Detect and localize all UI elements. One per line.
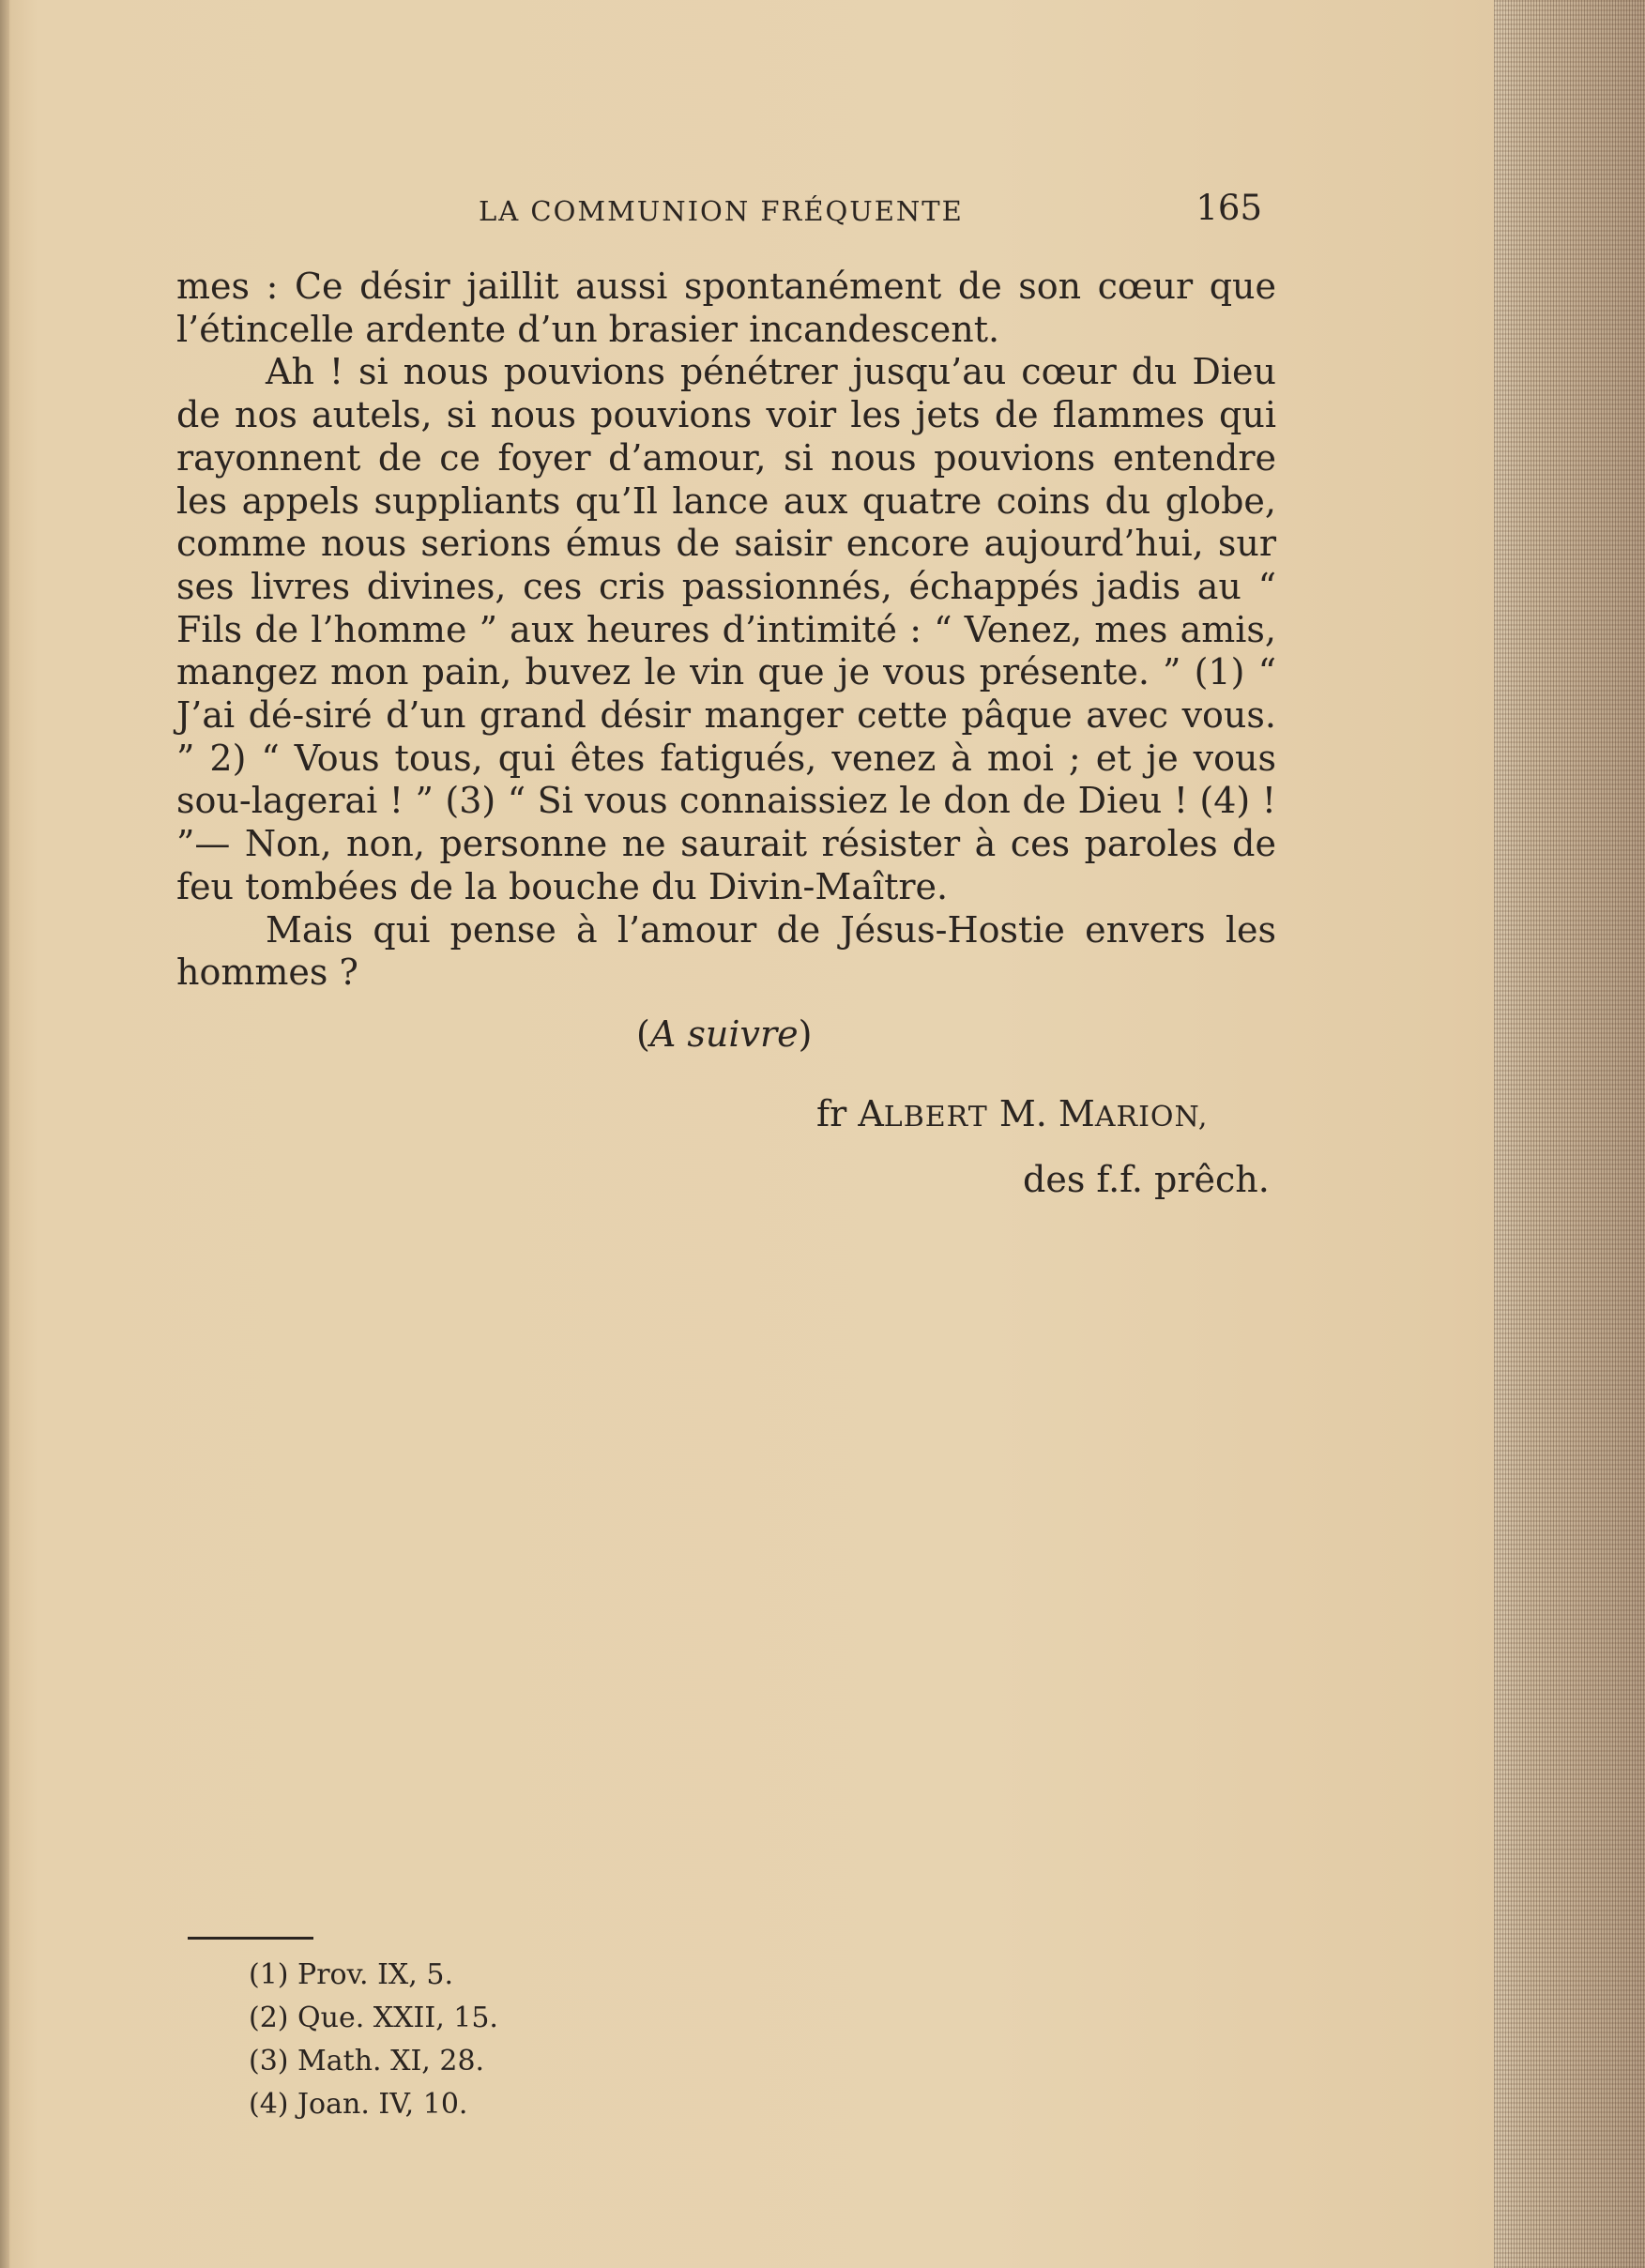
footnotes: [249, 1954, 498, 2126]
to-be-continued-close-paren: ): [798, 1013, 813, 1055]
footnote: (1) Prov. IX, 5.: [249, 1958, 453, 1991]
footnote: (4) Joan. IV, 10.: [249, 2088, 468, 2121]
author-signature: [816, 1093, 1208, 1134]
footnote: (2) Que. XXII, 15.: [249, 2002, 498, 2034]
signature-prefix: fr: [816, 1093, 847, 1134]
page-header: [178, 188, 1267, 235]
to-be-continued-text: A suivre: [649, 1013, 799, 1055]
page-number: 165: [1196, 188, 1262, 228]
last-name-rest: ARION,: [1094, 1101, 1209, 1134]
to-be-continued: [636, 1013, 812, 1055]
paragraph-continuation: mes : Ce désir jaillit aussi spontanément de son cœur que l’étincelle ardente d’un brasier incandescent.: [176, 266, 1276, 350]
paragraph: Mais qui pense à l’amour de Jésus-Hostie envers les hommes ?: [176, 908, 1276, 994]
middle-initial: M.: [998, 1093, 1047, 1134]
to-be-continued-open-paren: (: [636, 1013, 650, 1055]
religious-order: des f.f. prêch.: [1023, 1159, 1270, 1200]
book-page-edges: [1494, 0, 1645, 2268]
body-text: [176, 266, 1276, 995]
footnote-separator: [188, 1937, 313, 1940]
footnote: (3) Math. XI, 28.: [249, 2045, 485, 2078]
page-gutter-edge: [0, 0, 9, 2268]
running-title: LA COMMUNION FRÉQUENTE: [479, 195, 964, 227]
paragraph: Ah ! si nous pouvions pénétrer jusqu’au cœur du Dieu de nos autels, si nous pouvions voir les jets de flammes qui rayonnent de ce foyer d’amour, si nous pouvions entendre les appels suppliants qu’Il lance aux quatre coins du globe, comme nous serions émus de saisir encore aujourd’hui, sur ses livres divines, ces cris passionnés, échappés jadis au “ Fils de l’homme ” aux heures d’intimité : “ Venez, mes amis, mangez mon pain, buvez le vin que je vous présente. ” (1) “ J’ai dé-siré d’un grand désir manger cette pâque avec vous. ” 2) “ Vous tous, qui êtes fatigués, venez à moi ; et je vous sou-lagerai ! ” (3) “ Si vous connaissiez le don de Dieu ! (4) ! ”— Non, non, personne ne saurait résister à ces paroles de feu tombées de la bouche du Divin-Maître.: [176, 351, 1276, 907]
first-name-rest: LBERT: [883, 1101, 988, 1134]
first-name-initial: A: [858, 1093, 884, 1134]
last-name-initial: M: [1058, 1093, 1095, 1134]
